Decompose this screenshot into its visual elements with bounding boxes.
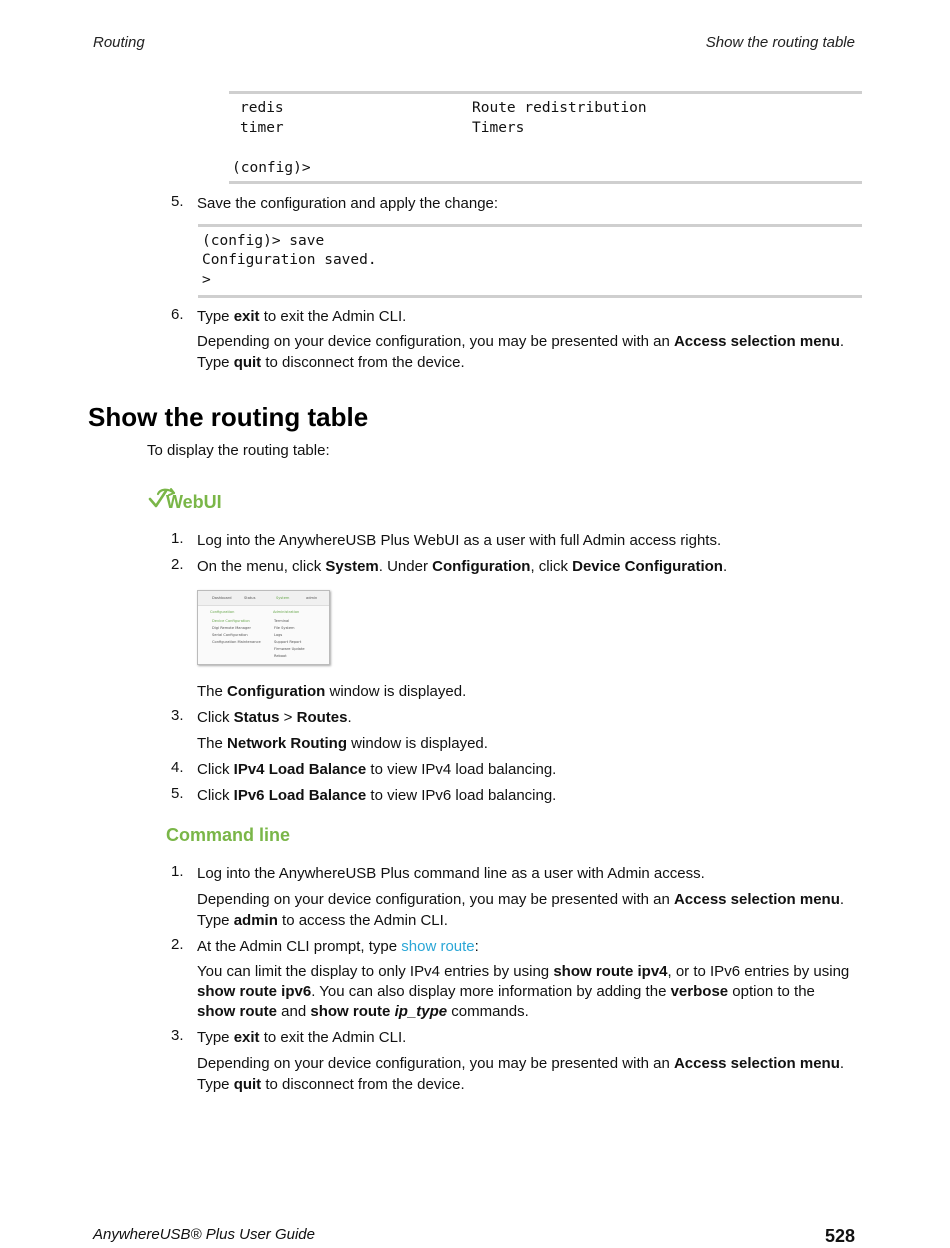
text: to view IPv4 load balancing. bbox=[366, 761, 557, 778]
system-menu-screenshot bbox=[197, 590, 330, 665]
text: to disconnect from the device. bbox=[261, 1076, 465, 1093]
command-line-heading: Command line bbox=[166, 825, 291, 845]
config-item: Configuration Maintenance bbox=[212, 640, 261, 644]
step-number: 5. bbox=[171, 785, 184, 802]
bold-term: Device Configuration bbox=[572, 558, 723, 575]
admin-item: Reboot bbox=[274, 654, 287, 658]
admin-item: Logs bbox=[274, 633, 283, 637]
text: window is displayed. bbox=[325, 683, 467, 700]
step-number: 4. bbox=[171, 759, 184, 776]
text: . Under bbox=[378, 558, 433, 575]
webui-title: WebUI bbox=[166, 492, 222, 512]
text: > bbox=[279, 709, 297, 726]
step-note bbox=[197, 331, 857, 373]
code-prompt: (config)> bbox=[232, 160, 311, 176]
step-note bbox=[197, 962, 857, 1022]
bold-command: exit bbox=[233, 308, 260, 325]
text: Click bbox=[197, 709, 234, 726]
step-number: 6. bbox=[171, 306, 184, 323]
text: . Type bbox=[197, 1055, 845, 1093]
step-text: Log into the AnywhereUSB Plus WebUI as a user with full Admin access rights. bbox=[197, 532, 722, 549]
routing-window-note bbox=[197, 733, 488, 754]
bold-command: show route ipv6 bbox=[197, 983, 312, 1000]
step-text bbox=[197, 306, 406, 327]
bold-term: Status bbox=[233, 709, 280, 726]
bold-term: Access selection menu bbox=[673, 1055, 840, 1072]
text: Depending on your device configuration, you may be presented with an bbox=[197, 1055, 674, 1072]
text: Type bbox=[197, 308, 234, 325]
bold-term: Configuration bbox=[227, 683, 326, 700]
admin-item: Firmware Update bbox=[274, 647, 305, 651]
code-line: Configuration saved. bbox=[202, 252, 377, 268]
text: On the menu, click bbox=[197, 558, 326, 575]
bold-command: verbose bbox=[670, 983, 729, 1000]
footer-guide-title: AnywhereUSB® Plus User Guide bbox=[93, 1226, 315, 1243]
step-text bbox=[197, 707, 352, 728]
code-desc: Timers bbox=[472, 120, 525, 136]
step-text bbox=[197, 1027, 406, 1048]
code-block-help-output bbox=[229, 91, 862, 184]
admin-item: Terminal bbox=[274, 619, 290, 623]
text: . bbox=[347, 709, 352, 726]
page-number: 528 bbox=[824, 1226, 855, 1246]
config-item: Serial Configuration bbox=[212, 633, 248, 637]
step-text bbox=[197, 556, 727, 577]
text: to view IPv6 load balancing. bbox=[366, 787, 557, 804]
bold-term: IPv6 Load Balance bbox=[233, 787, 367, 804]
text: option to the bbox=[728, 983, 815, 1000]
code-line: > bbox=[202, 272, 211, 288]
nav-dashboard: Dashboard bbox=[212, 596, 232, 600]
bold-term: Configuration bbox=[432, 558, 531, 575]
bold-term: Access selection menu bbox=[673, 333, 840, 350]
step-number: 2. bbox=[171, 556, 184, 573]
text: , or to IPv6 entries by using bbox=[667, 963, 850, 980]
config-item: Device Configuration bbox=[212, 619, 250, 623]
step-text bbox=[197, 785, 556, 806]
step-text: Save the configuration and apply the change: bbox=[197, 195, 499, 212]
text: commands. bbox=[447, 1003, 529, 1020]
text: to exit the Admin CLI. bbox=[259, 1029, 407, 1046]
config-item: Digi Remote Manager bbox=[212, 626, 251, 630]
section-intro: To display the routing table: bbox=[147, 442, 330, 459]
text: to access the Admin CLI. bbox=[277, 912, 448, 929]
section-title: Show the routing table bbox=[88, 402, 369, 432]
text: . Type bbox=[197, 333, 845, 371]
text: , click bbox=[530, 558, 573, 575]
text: Depending on your device configuration, you may be presented with an bbox=[197, 891, 674, 908]
text: . You can also display more information by adding the bbox=[311, 983, 671, 1000]
text: to disconnect from the device. bbox=[261, 354, 465, 371]
bold-command: exit bbox=[233, 1029, 260, 1046]
step-number: 5. bbox=[171, 193, 184, 210]
text: to exit the Admin CLI. bbox=[259, 308, 407, 325]
running-header-left: Routing bbox=[93, 34, 145, 51]
text: window is displayed. bbox=[347, 735, 488, 752]
code-cmd: timer bbox=[240, 120, 284, 136]
text: Type bbox=[197, 1029, 234, 1046]
text: . bbox=[722, 558, 728, 575]
nav-admin: admin bbox=[306, 596, 318, 600]
bold-command: show route ipv4 bbox=[553, 963, 668, 980]
running-header-right: Show the routing table bbox=[705, 34, 855, 51]
step-number: 3. bbox=[171, 1027, 184, 1044]
step-number: 1. bbox=[171, 863, 184, 880]
text: At the Admin CLI prompt, type bbox=[197, 938, 402, 955]
show-route-link[interactable]: show route bbox=[401, 938, 475, 955]
step-number: 2. bbox=[171, 936, 184, 953]
nav-status: Status bbox=[244, 596, 256, 600]
bold-term: System bbox=[325, 558, 379, 575]
admin-item: Support Report bbox=[274, 640, 302, 644]
bold-command: quit bbox=[233, 354, 262, 371]
bold-italic-param: ip_type bbox=[394, 1003, 448, 1020]
text: and bbox=[277, 1003, 311, 1020]
text: Depending on your device configuration, you may be presented with an bbox=[197, 333, 674, 350]
text: You can limit the display to only IPv4 entries by using bbox=[197, 963, 554, 980]
step-text: Log into the AnywhereUSB Plus command line as a user with Admin access. bbox=[197, 865, 705, 882]
nav-system: System bbox=[276, 596, 290, 600]
bold-term: Access selection menu bbox=[673, 891, 840, 908]
text: Click bbox=[197, 761, 234, 778]
step-text bbox=[197, 936, 479, 957]
config-col-title: Configuration bbox=[210, 610, 235, 614]
bold-term: IPv4 Load Balance bbox=[233, 761, 367, 778]
bold-command: show route bbox=[310, 1003, 395, 1020]
code-desc: Route redistribution bbox=[472, 100, 647, 116]
text: The bbox=[197, 735, 228, 752]
bold-command: admin bbox=[233, 912, 278, 929]
step-text bbox=[197, 759, 556, 780]
step-number: 1. bbox=[171, 530, 184, 547]
step-note bbox=[197, 889, 857, 931]
admin-col-title: Administration bbox=[273, 610, 300, 614]
code-line: (config)> save bbox=[202, 233, 325, 249]
text: . Type bbox=[197, 891, 845, 929]
code-block-save bbox=[198, 224, 862, 298]
bold-term: Routes bbox=[296, 709, 348, 726]
config-window-note bbox=[197, 681, 466, 702]
bold-term: Network Routing bbox=[227, 735, 348, 752]
step-number: 3. bbox=[171, 707, 184, 724]
step-note bbox=[197, 1053, 857, 1095]
bold-command: quit bbox=[233, 1076, 262, 1093]
code-cmd: redis bbox=[240, 100, 284, 116]
text: : bbox=[474, 938, 479, 955]
text: Click bbox=[197, 787, 234, 804]
bold-command: show route bbox=[197, 1003, 278, 1020]
text: The bbox=[197, 683, 228, 700]
admin-item: File System bbox=[274, 626, 295, 630]
